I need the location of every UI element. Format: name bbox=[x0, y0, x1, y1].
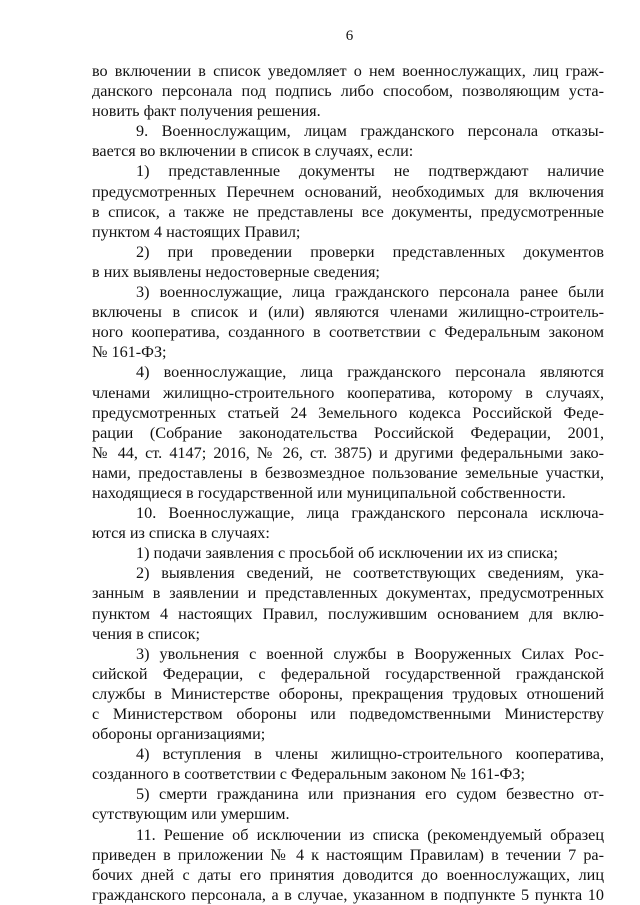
text-line: включены в список и (или) являются членами жилищно-строитель- bbox=[92, 303, 604, 322]
text-line: сутствующим или умершим. bbox=[92, 805, 290, 824]
text-line: данского персонала под подпись либо способом, позволяющим уста- bbox=[92, 82, 604, 101]
text-line: пунктом 4 настоящих Правил, послужившим основанием для вклю- bbox=[92, 604, 604, 623]
text-line: предусмотренных Перечнем оснований, необходимых для включения bbox=[92, 182, 604, 201]
text-line: 2) при проведении проверки представленных документов bbox=[136, 242, 604, 261]
text-line: рации (Собрание законодательства Российской Федерации, 2001, bbox=[92, 423, 604, 442]
text-line: членами жилищно-строительного кооператива, которому в случаях, bbox=[92, 383, 604, 402]
text-line: гражданского персонала, а в случае, указанном в подпункте 5 пункта 10 bbox=[92, 885, 604, 904]
text-line: 4) вступления в члены жилищно-строительного кооператива, bbox=[136, 745, 604, 764]
text-line: во включении в список уведомляет о нем военнослужащих, лиц граж- bbox=[92, 62, 604, 80]
text-line: 3) военнослужащие, лица гражданского персонала ранее были bbox=[136, 283, 604, 302]
text-line: бочих дней с даты его принятия доводится до военнослужащих, лиц bbox=[92, 865, 604, 884]
text-line: 2) выявления сведений, не соответствующих сведениям, ука- bbox=[136, 564, 604, 583]
text-line: нами, предоставлены в безвозмездное пользование земельные участки, bbox=[92, 463, 604, 482]
text-line: 9. Военнослужащим, лицам гражданского персонала отказы- bbox=[136, 122, 604, 141]
text-line: 10. Военнослужащие, лица гражданского персонала исключа- bbox=[136, 504, 604, 523]
text-line: пунктом 4 настоящих Правил; bbox=[92, 222, 301, 241]
text-line: 3) увольнения с военной службы в Вооруженных Силах Рос- bbox=[136, 644, 604, 663]
text-line: обороны организациями; bbox=[92, 725, 266, 744]
text-line: приведен в приложении № 4 к настоящим Правилам) в течении 7 ра- bbox=[92, 845, 604, 864]
text-line: в них выявлены недостоверные сведения; bbox=[92, 262, 380, 281]
text-line: 1) подачи заявления с просьбой об исключении их из списка; bbox=[136, 544, 558, 563]
text-line: 1) представленные документы не подтверждают наличие bbox=[136, 162, 604, 181]
text-line: занным в заявлении и представленных документах, предусмотренных bbox=[92, 584, 604, 603]
text-line: № 161-ФЗ; bbox=[92, 343, 167, 362]
page-number: 6 bbox=[345, 28, 354, 44]
text-line: сийской Федерации, с федеральной государственной гражданской bbox=[92, 664, 604, 683]
text-line: созданного в соответствии с Федеральным законом № 161-ФЗ; bbox=[92, 765, 525, 784]
text-line: с Министерством обороны или подведомственными Министерству bbox=[92, 705, 604, 723]
text-line: новить факт получения решения. bbox=[92, 102, 321, 121]
text-line: вается во включении в список в случаях, если: bbox=[92, 142, 414, 161]
text-line: чения в список; bbox=[92, 624, 200, 643]
text-line: № 44, ст. 4147; 2016, № 26, ст. 3875) и другими федеральными зако- bbox=[92, 443, 604, 462]
document-body bbox=[92, 61, 604, 905]
text-line: ного кооператива, созданного в соответствии с Федеральным законом bbox=[92, 323, 604, 342]
text-line: 11. Решение об исключении из списка (рекомендуемый образец bbox=[136, 825, 604, 844]
text-line: в список, а также не представлены все документы, предусмотренные bbox=[92, 202, 604, 221]
text-line: 5) смерти гражданина или признания его судом безвестно от- bbox=[136, 785, 604, 804]
text-line: находящиеся в государственной или муниципальной собственности. bbox=[92, 483, 566, 502]
text-line: предусмотренных статьей 24 Земельного кодекса Российской Феде- bbox=[92, 403, 604, 422]
text-line: службы в Министерстве обороны, прекращения трудовых отношений bbox=[92, 684, 604, 703]
text-line: 4) военнослужащие, лица гражданского персонала являются bbox=[136, 363, 604, 382]
text-line: ются из списка в случаях: bbox=[92, 524, 270, 543]
